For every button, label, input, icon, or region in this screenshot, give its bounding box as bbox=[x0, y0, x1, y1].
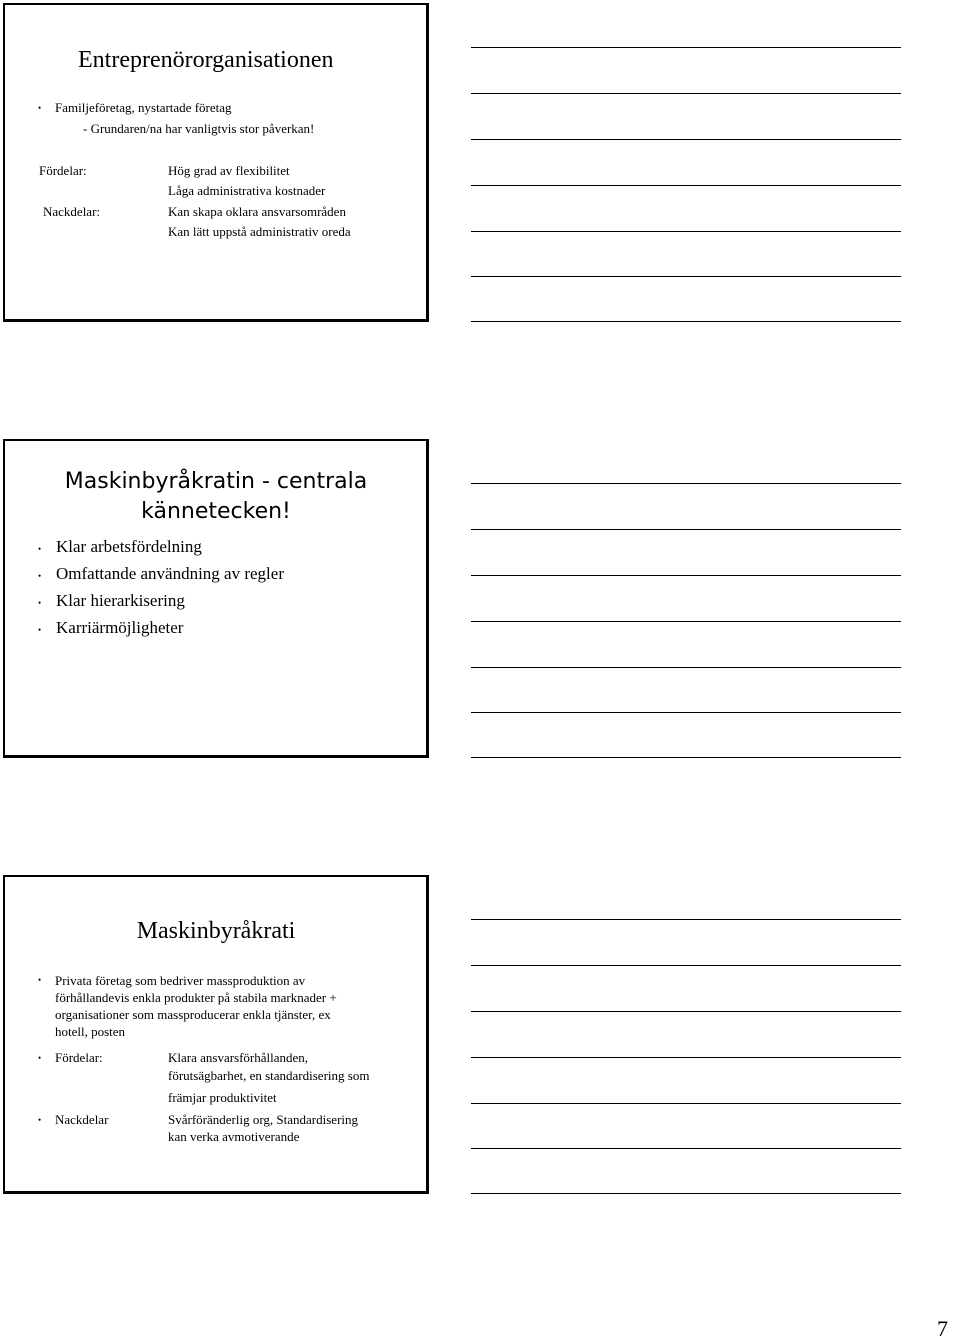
slide-2-bullet: Klar hierarkisering bbox=[56, 591, 185, 610]
advantage-line: förutsägbarhet, en standardisering som bbox=[168, 1068, 370, 1083]
advantages-label: Fördelar: bbox=[39, 163, 87, 178]
disadvantage-line: kan verka avmotiverande bbox=[168, 1129, 300, 1144]
slide-3-intro-line: förhållandevis enkla produkter på stabila marknader + bbox=[55, 990, 337, 1005]
slide-3-intro-line: Privata företag som bedriver massproduktion av bbox=[55, 973, 306, 988]
slide-2-title bbox=[5, 467, 427, 527]
note-line bbox=[471, 1193, 901, 1194]
slide-2-bullet: Klar arbetsfördelning bbox=[56, 537, 202, 556]
slide-1-bullet-text: Familjeföretag, nystartade företag bbox=[55, 100, 232, 115]
advantages-label: Fördelar: bbox=[55, 1050, 103, 1065]
advantage-line: främjar produktivitet bbox=[168, 1090, 277, 1105]
slide-1-bullet-subtext: - Grundaren/na har vanligtvis stor påverkan! bbox=[83, 121, 315, 136]
note-line bbox=[471, 1148, 901, 1149]
disadvantages-label: Nackdelar bbox=[55, 1112, 109, 1127]
page-number: 7 bbox=[937, 1316, 948, 1341]
note-line bbox=[471, 712, 901, 713]
bullet-icon: • bbox=[38, 1053, 42, 1063]
slide-2-title-line: Maskinbyråkratin - centrala bbox=[64, 469, 368, 494]
note-line bbox=[471, 575, 901, 576]
note-line bbox=[471, 1103, 901, 1104]
bullet-icon: • bbox=[38, 975, 42, 985]
note-line bbox=[471, 529, 901, 530]
advantage-item: Hög grad av flexibilitet bbox=[168, 163, 290, 178]
advantage-line: Klara ansvarsförhållanden, bbox=[168, 1050, 309, 1065]
note-line bbox=[471, 276, 901, 277]
slide-1 bbox=[3, 3, 429, 322]
note-line bbox=[471, 47, 901, 48]
note-line bbox=[471, 185, 901, 186]
slide-1-title: Entreprenörorganisationen bbox=[78, 47, 334, 73]
note-line bbox=[471, 483, 901, 484]
note-line bbox=[471, 231, 901, 232]
note-line bbox=[471, 965, 901, 966]
bullet-icon: • bbox=[38, 103, 42, 113]
slide-3-title: Maskinbyråkrati bbox=[136, 918, 296, 944]
disadvantage-item: Kan skapa oklara ansvarsområden bbox=[168, 204, 346, 219]
slide-3-intro-line: hotell, posten bbox=[55, 1024, 126, 1039]
slide-2 bbox=[3, 439, 429, 758]
bullet-icon: • bbox=[38, 625, 42, 635]
slide-2-bullet: Omfattande användning av regler bbox=[56, 564, 284, 583]
disadvantage-item: Kan lätt uppstå administrativ oreda bbox=[168, 224, 351, 239]
bullet-icon: • bbox=[38, 598, 42, 608]
slide-2-title-line: kännetecken! bbox=[141, 499, 291, 524]
slide-3-intro bbox=[55, 972, 337, 1040]
slide-2-bullet: Karriärmöjligheter bbox=[56, 618, 184, 637]
bullet-icon: • bbox=[38, 1115, 42, 1125]
slide-3-intro-line: organisationer som massproducerar enkla tjänster, ex bbox=[55, 1007, 331, 1022]
note-line bbox=[471, 321, 901, 322]
bullet-icon: • bbox=[38, 544, 42, 554]
slide-3 bbox=[3, 875, 429, 1194]
advantage-item: Låga administrativa kostnader bbox=[168, 183, 326, 198]
bullet-icon: • bbox=[38, 571, 42, 581]
note-line bbox=[471, 1057, 901, 1058]
note-line bbox=[471, 757, 901, 758]
note-line bbox=[471, 93, 901, 94]
note-line bbox=[471, 919, 901, 920]
note-line bbox=[471, 1011, 901, 1012]
note-line bbox=[471, 621, 901, 622]
note-line bbox=[471, 139, 901, 140]
disadvantages-label: Nackdelar: bbox=[43, 204, 101, 219]
note-line bbox=[471, 667, 901, 668]
disadvantage-line: Svårföränderlig org, Standardisering bbox=[168, 1112, 359, 1127]
